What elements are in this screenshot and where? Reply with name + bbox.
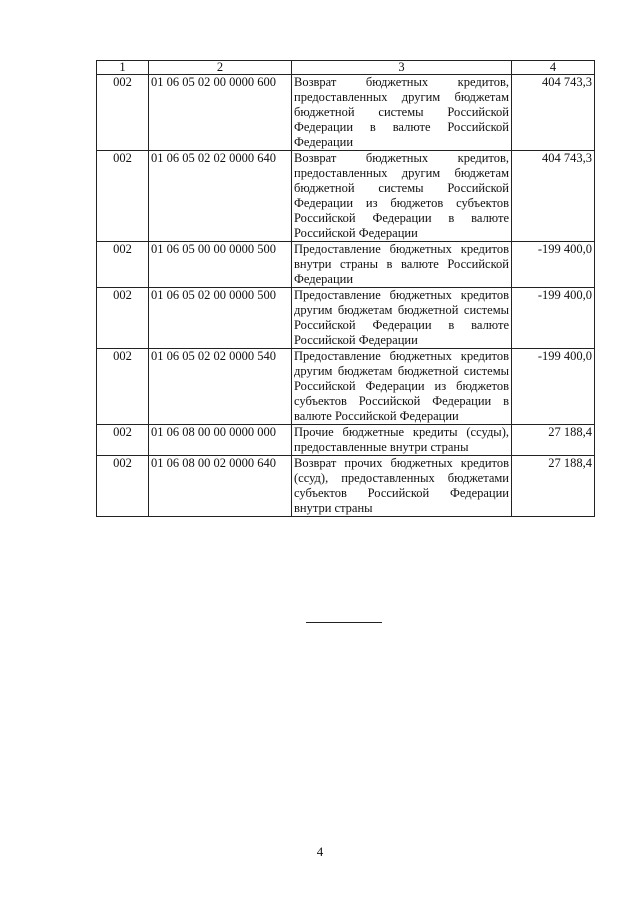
- table-row: [97, 75, 595, 151]
- table-row: [97, 151, 595, 242]
- table-row: [97, 456, 595, 517]
- budget-sources-table: [96, 60, 595, 517]
- admin-code-cell: 002: [97, 242, 149, 288]
- admin-code-cell: 002: [97, 456, 149, 517]
- source-name-cell: Предоставление бюджетных кредитов другим бюджетам бюджетной системы Российской Федерации из бюджетов субъектов Российской Федерации в валюте Российской Федерации: [292, 349, 512, 425]
- amount-cell: -199 400,0: [512, 349, 595, 425]
- source-name-cell: Прочие бюджетные кредиты (ссуды), предоставленные внутри страны: [292, 425, 512, 456]
- table-row: [97, 425, 595, 456]
- amount-cell: -199 400,0: [512, 288, 595, 349]
- table-row: [97, 242, 595, 288]
- column-header-3: 3: [292, 61, 512, 75]
- page-number: 4: [316, 844, 324, 859]
- amount-cell: 404 743,3: [512, 75, 595, 151]
- admin-code-cell: 002: [97, 425, 149, 456]
- amount-cell: 27 188,4: [512, 456, 595, 517]
- table-row: [97, 349, 595, 425]
- table-row: [97, 288, 595, 349]
- header-row: [97, 61, 595, 75]
- classification-code-cell: 01 06 05 02 02 0000 640: [149, 151, 292, 242]
- amount-cell: -199 400,0: [512, 242, 595, 288]
- amount-cell: 27 188,4: [512, 425, 595, 456]
- source-name-cell: Возврат бюджетных кредитов, предоставленных другим бюджетам бюджетной системы Российской Федерации в валюте Российской Федерации: [292, 75, 512, 151]
- classification-code-cell: 01 06 05 02 00 0000 500: [149, 288, 292, 349]
- classification-code-cell: 01 06 05 02 00 0000 600: [149, 75, 292, 151]
- source-name-cell: Предоставление бюджетных кредитов внутри страны в валюте Российской Федерации: [292, 242, 512, 288]
- admin-code-cell: 002: [97, 75, 149, 151]
- admin-code-cell: 002: [97, 151, 149, 242]
- source-name-cell: Возврат прочих бюджетных кредитов (ссуд), предоставленных бюджетами субъектов Российской Федерации внутри страны: [292, 456, 512, 517]
- end-divider-line: [306, 622, 382, 623]
- classification-code-cell: 01 06 05 02 02 0000 540: [149, 349, 292, 425]
- column-header-1: 1: [97, 61, 149, 75]
- source-name-cell: Возврат бюджетных кредитов, предоставленных другим бюджетам бюджетной системы Российской Федерации из бюджетов субъектов Российской Федерации в валюте Российской Федерации: [292, 151, 512, 242]
- column-header-4: 4: [512, 61, 595, 75]
- admin-code-cell: 002: [97, 349, 149, 425]
- admin-code-cell: 002: [97, 288, 149, 349]
- column-header-2: 2: [149, 61, 292, 75]
- classification-code-cell: 01 06 05 00 00 0000 500: [149, 242, 292, 288]
- classification-code-cell: 01 06 08 00 02 0000 640: [149, 456, 292, 517]
- source-name-cell: Предоставление бюджетных кредитов другим бюджетам бюджетной системы Российской Федерации в валюте Российской Федерации: [292, 288, 512, 349]
- classification-code-cell: 01 06 08 00 00 0000 000: [149, 425, 292, 456]
- amount-cell: 404 743,3: [512, 151, 595, 242]
